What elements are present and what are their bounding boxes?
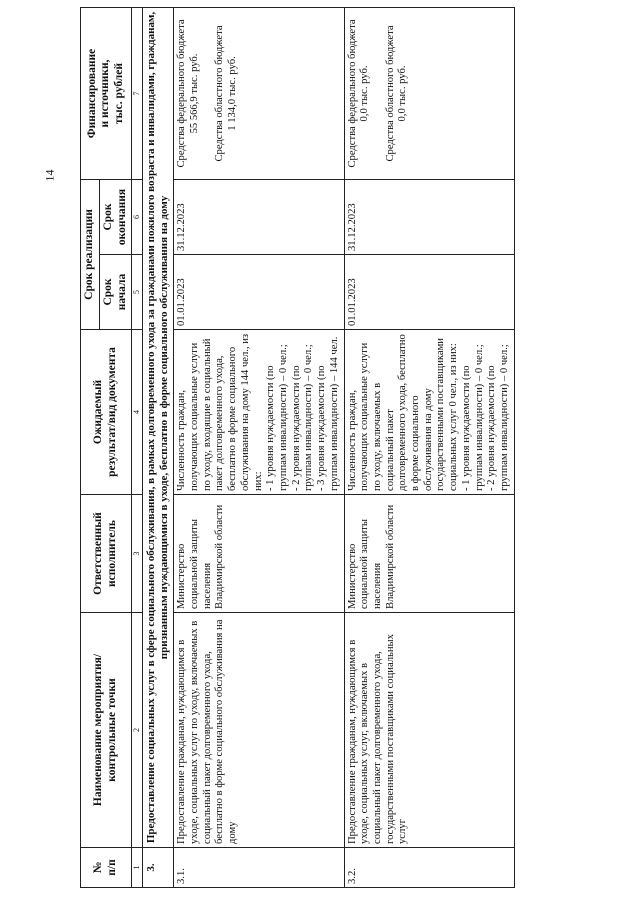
row-funding: Средства федерального бюджета 0,0 тыс. руб. Средства областного бюджета 0,0 тыс. руб. bbox=[344, 7, 514, 179]
table-row bbox=[174, 7, 344, 887]
page-number: 14 bbox=[42, 169, 57, 182]
column-number: 2 bbox=[132, 613, 143, 848]
column-number: 7 bbox=[132, 7, 143, 179]
column-numbers-row bbox=[132, 7, 143, 887]
column-number: 4 bbox=[132, 330, 143, 495]
row-name: Предоставление гражданам, нуждающимся в уходе, социальных услуг, включаемых в социальный пакет долговременного ухода, государственными поставщиками социальных услуг bbox=[344, 613, 514, 848]
rotated-table-container bbox=[80, 8, 600, 888]
row-start: 01.01.2023 bbox=[344, 255, 514, 330]
row-num: 3.1. bbox=[174, 848, 344, 888]
header-result: Ожидаемый результат/вид документа bbox=[81, 330, 132, 495]
section-number: 3. bbox=[142, 848, 173, 888]
table-row bbox=[344, 7, 514, 887]
header-name: Наименование мероприятия/ контрольные точки bbox=[81, 613, 132, 848]
row-result: Численность граждан, получающих социальные услуги по уходу, входящие в социальный пакет долговременного ухода, бесплатно в форме социального обслуживания на дому 144 чел., из них: - 1 уровня нуждаемости (по группам инвалидности) – 0 чел.; - 2 уровня нуждаемости (по группам инвалидности) – 0 чел.; - 3 уровня нуждаемости (по группам инвалидности) – 144 чел. bbox=[174, 330, 344, 495]
column-number: 5 bbox=[132, 255, 143, 330]
row-result: Численность граждан, получающих социальные услуги по уходу, включаемых в социальный пакет долговременного ухода, бесплатно в форме социального обслуживания на дому государственными поставщиками социальных услуг 0 чел., из них: - 1 уровня нуждаемости (по группам инвалидности) – 0 чел.; - 2 уровня нуждаемости (по группам инвалидности) – 0 чел.; bbox=[344, 330, 514, 495]
column-number: 3 bbox=[132, 495, 143, 613]
row-responsible: Министерство социальной защиты населения Владимирской области bbox=[174, 495, 344, 613]
header-row bbox=[81, 7, 100, 887]
header-end: Срок окончания bbox=[99, 179, 132, 254]
header-responsible: Ответственный исполнитель bbox=[81, 495, 132, 613]
row-end: 31.12.2023 bbox=[174, 179, 344, 254]
section-title: Предоставление социальных услуг в сфере социального обслуживания, в рамках долговременного ухода за гражданами пожилого возраста и инвалидами, гражданам, признанным нуждающимися в уходе, бесплатно в форме социального обслуживания на дому bbox=[142, 7, 173, 847]
row-funding: Средства федерального бюджета 55 566,9 тыс. руб. Средства областного бюджета 1 134,0 тыс. руб. bbox=[174, 7, 344, 179]
column-number: 1 bbox=[132, 848, 143, 888]
header-num: № п/п bbox=[81, 848, 132, 888]
row-end: 31.12.2023 bbox=[344, 179, 514, 254]
plan-table bbox=[80, 7, 515, 888]
row-start: 01.01.2023 bbox=[174, 255, 344, 330]
row-num: 3.2. bbox=[344, 848, 514, 888]
header-funding: Финансирование и источники, тыс. рублей bbox=[81, 7, 132, 179]
row-name: Предоставление гражданам, нуждающимся в уходе, социальных услуг по уходу, включаемых в социальный пакет долговременного ухода, бесплатно в форме социального обслуживания на дому bbox=[174, 613, 344, 848]
header-start: Срок начала bbox=[99, 255, 132, 330]
row-responsible: Министерство социальной защиты населения Владимирской области bbox=[344, 495, 514, 613]
header-period: Срок реализации bbox=[81, 179, 100, 329]
column-number: 6 bbox=[132, 179, 143, 254]
section-row bbox=[142, 7, 173, 887]
